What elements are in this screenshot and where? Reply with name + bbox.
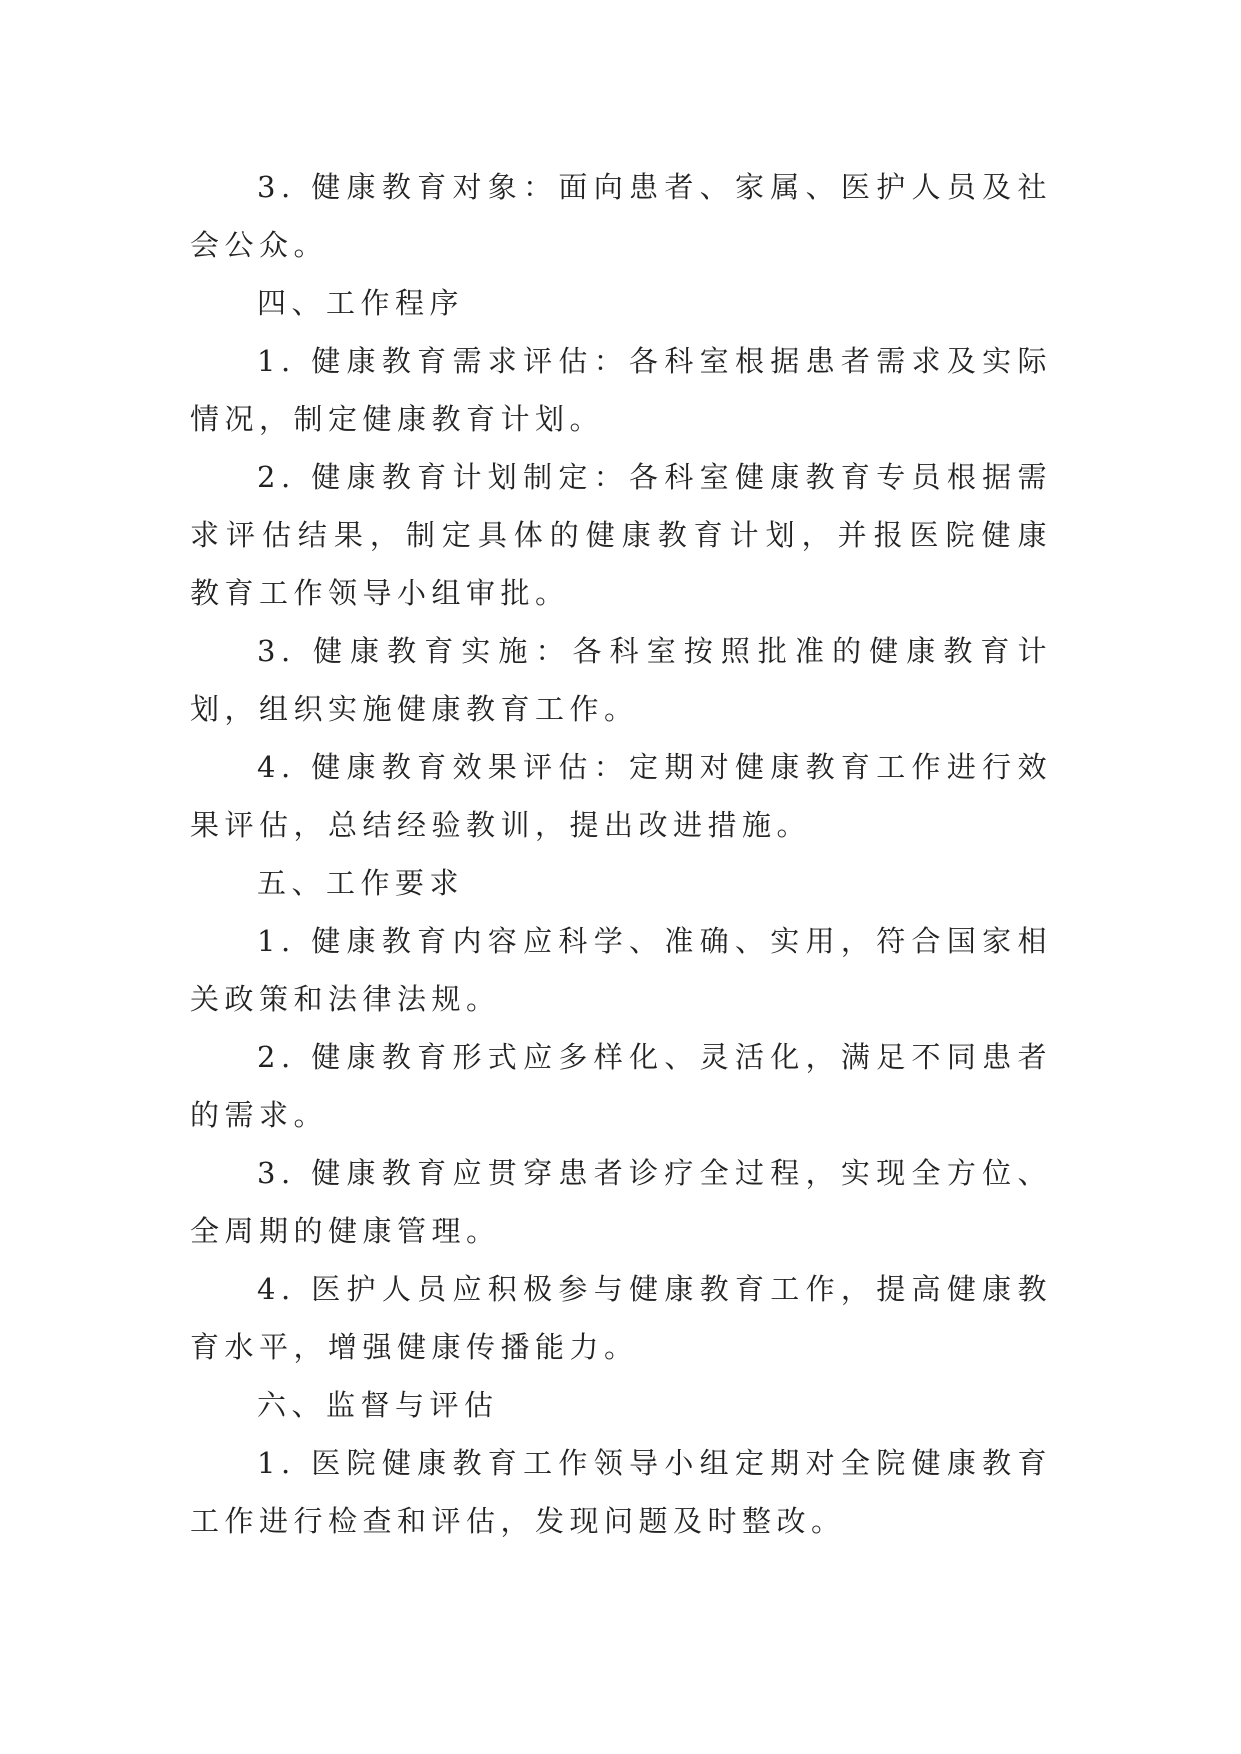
paragraph-plan-formulation: 2. 健康教育计划制定：各科室健康教育专员根据需求评估结果，制定具体的健康教育计划，并报医院健康教育工作领导小组审批。 (190, 460, 1052, 610)
paragraph-content-requirement: 1. 健康教育内容应科学、准确、实用，符合国家相关政策和法律法规。 (190, 924, 1052, 1016)
paragraph-supervision-check: 1. 医院健康教育工作领导小组定期对全院健康教育工作进行检查和评估，发现问题及时整改。 (190, 1446, 1052, 1538)
paragraph-target-audience: 3. 健康教育对象：面向患者、家属、医护人员及社会公众。 (190, 170, 1052, 262)
section-heading-supervision: 六、监督与评估 (257, 1388, 499, 1422)
section-heading-work-requirements: 五、工作要求 (257, 866, 465, 900)
paragraph-implementation: 3. 健康教育实施：各科室按照批准的健康教育计划，组织实施健康教育工作。 (190, 634, 1052, 726)
paragraph-form-requirement: 2. 健康教育形式应多样化、灵活化，满足不同患者的需求。 (190, 1040, 1052, 1132)
paragraph-staff-requirement: 4. 医护人员应积极参与健康教育工作，提高健康教育水平，增强健康传播能力。 (190, 1272, 1052, 1364)
paragraph-process-requirement: 3. 健康教育应贯穿患者诊疗全过程，实现全方位、全周期的健康管理。 (190, 1156, 1052, 1248)
section-heading-work-procedure: 四、工作程序 (257, 286, 465, 320)
paragraph-needs-assessment: 1. 健康教育需求评估：各科室根据患者需求及实际情况，制定健康教育计划。 (190, 344, 1052, 436)
document-body (190, 158, 1052, 1550)
paragraph-effect-evaluation: 4. 健康教育效果评估：定期对健康教育工作进行效果评估，总结经验教训，提出改进措施。 (190, 750, 1052, 842)
